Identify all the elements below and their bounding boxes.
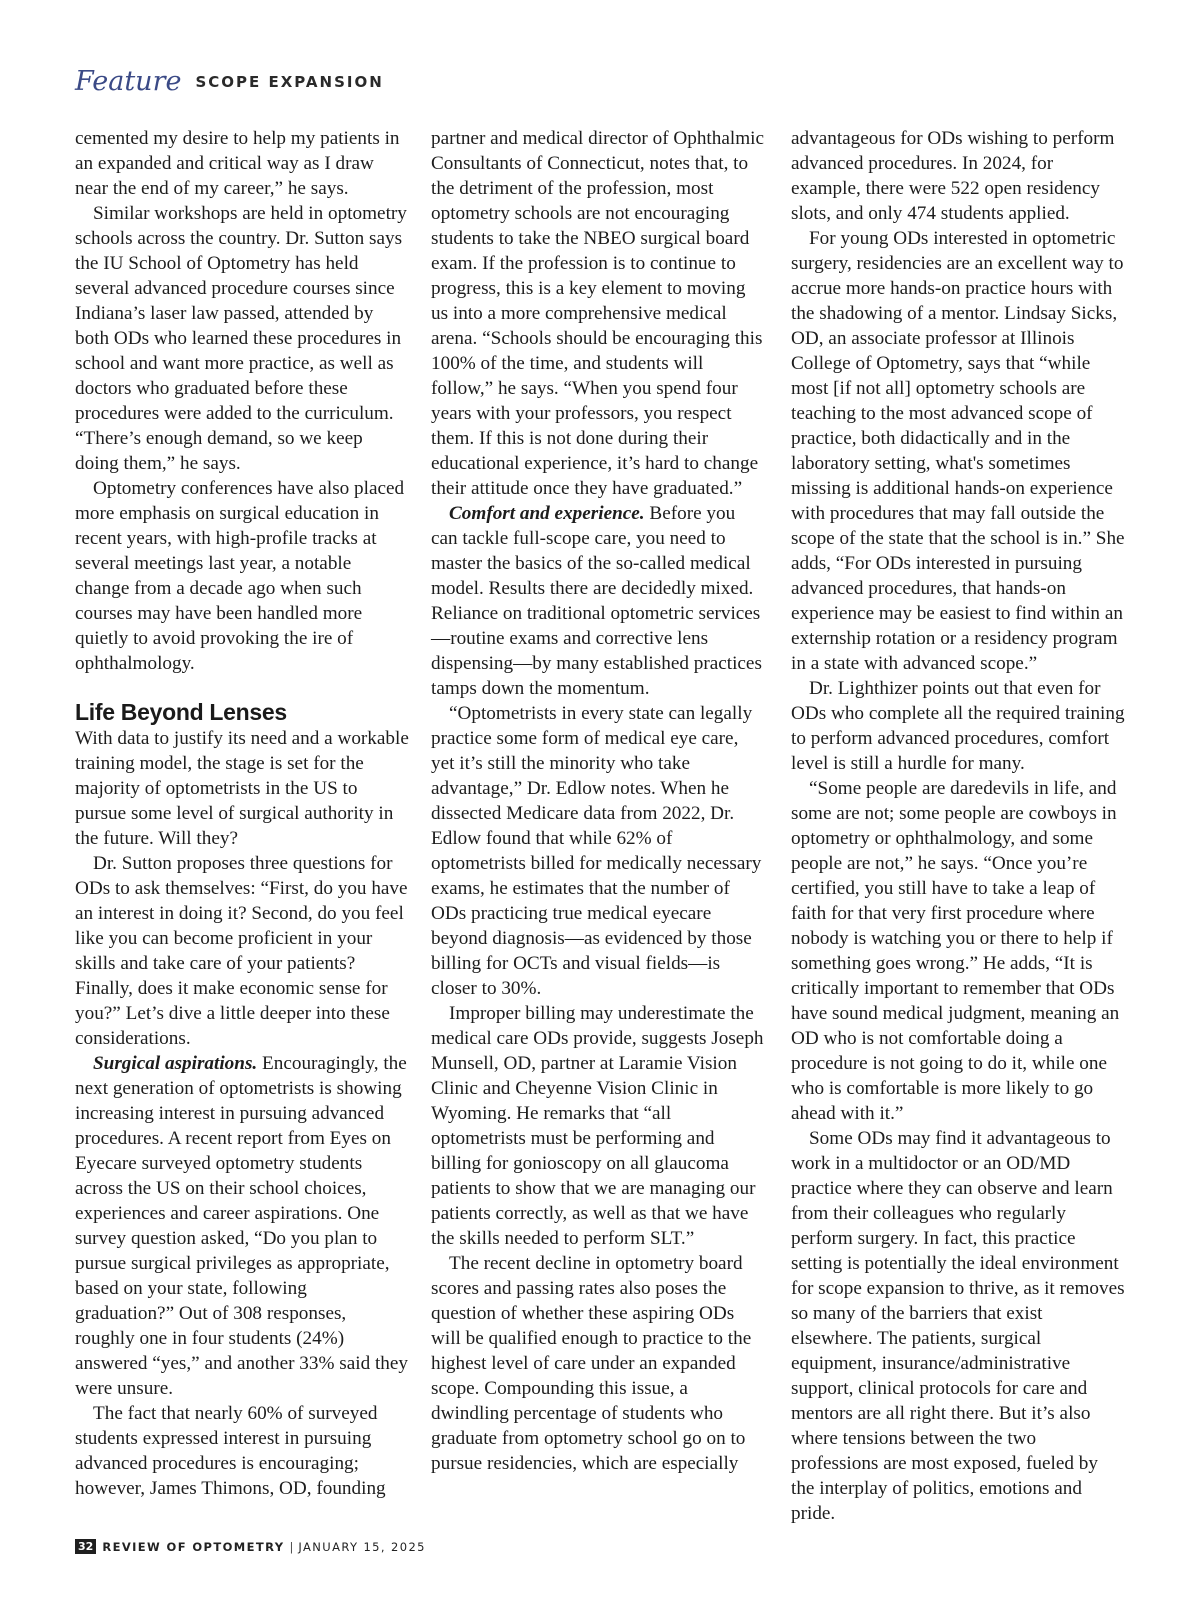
paragraph-lead-in: Surgical aspirations. [93,1053,258,1074]
page-footer [75,1539,426,1557]
body-paragraph: Dr. Lighthizer points out that even for ODs who complete all the required training to perform advanced procedures, comfort level is still a hurdle for many. [791,678,1125,774]
body-paragraph: Dr. Sutton proposes three questions for ODs to ask themselves: “First, do you have an interest in doing it? Second, do you feel like you can become proficient in your skills and take care of your patients? Finally, does it make economic sense for you?” Let’s dive a little deeper into these considerations. [75,853,408,1049]
body-paragraph: Some ODs may find it advantageous to work in a multidoctor or an OD/MD practice where they can observe and learn from their colleagues who regularly perform surgery. In fact, this practice setting is potentially the ideal environment for scope expansion to thrive, as it removes so many of the barriers that exist elsewhere. The patients, surgical equipment, insurance/administrative support, clinical protocols for care and mentors are all right there. But it’s also where tensions between the two professions are most exposed, fueled by the interplay of politics, emotions and pride. [791,1128,1125,1524]
section-subhead: Life Beyond Lenses [75,699,287,725]
article-column-2 [431,126,766,1476]
body-paragraph: Optometry conferences have also placed more emphasis on surgical education in recent years, with high-profile tracks at several meetings last year, a notable change from a decade ago when such courses may have been handled more quietly to avoid provoking the ire of ophthalmology. [75,478,405,674]
body-paragraph: The recent decline in optometry board scores and passing rates also poses the question of whether these aspiring ODs will be qualified enough to practice to the highest level of care under an expanded scope. Compounding this issue, a dwindling percentage of students who graduate from optometry school go on to pursue residencies, which are especially [431,1253,752,1474]
paragraph-text: Encouragingly, the next generation of optometrists is showing increasing interest in pursuing advanced procedures. A recent report from Eyes on Eyecare surveyed optometry students across the US on their school choices, experiences and career aspirations. One survey question asked, “Do you plan to pursue surgical privileges as appropriate, based on your state, following graduation?” Out of 308 responses, roughly one in four students (24%) answered “yes,” and another 33% said they were unsure. [75,1053,408,1399]
body-paragraph: With data to justify its need and a workable training model, the stage is set for the majority of optometrists in the US to pursue some level of surgical authority in the future. Will they? [75,728,409,849]
paragraph-text: Before you can tackle full-scope care, you need to master the basics of the so-called medical model. Results there are decidedly mixed. Reliance on traditional optometric services—routine exams and corrective lens dispensing—by many established practices tamps down the momentum. [431,503,762,699]
body-paragraph [75,1051,410,1401]
body-paragraph: “Optometrists in every state can legally practice some form of medical eye care, yet it’s still the minority who take advantage,” Dr. Edlow notes. When he dissected Medicare data from 2022, Dr. Edlow found that while 62% of optometrists billed for medically necessary exams, he estimates that the number of ODs practicing true medical eyecare beyond diagnosis—as evidenced by those billing for OCTs and visual fields—is closer to 30%. [431,703,762,999]
body-paragraph: The fact that nearly 60% of surveyed students expressed interest in pursuing advanced procedures is encouraging; however, James Thimons, OD, founding [75,1403,386,1499]
body-paragraph: partner and medical director of Ophthalmic Consultants of Connecticut, notes that, to the detriment of the profession, most optometry schools are not encouraging students to take the NBEO surgical board exam. If the profession is to continue to progress, this is a key element to moving us into a more comprehensive medical arena. “Schools should be encouraging this 100% of the time, and students will follow,” he says. “When you spend four years with your professors, you respect them. If this is not done during their educational experience, it’s hard to change their attitude once they have graduated.” [431,128,764,499]
page-number: 32 [75,1539,96,1554]
body-paragraph: advantageous for ODs wishing to perform advanced procedures. In 2024, for example, there were 522 open residency slots, and only 474 students applied. [791,128,1115,224]
footer-separator: | [289,1540,294,1554]
body-paragraph: Improper billing may underestimate the medical care ODs provide, suggests Joseph Munsell, OD, partner at Laramie Vision Clinic and Cheyenne Vision Clinic in Wyoming. He remarks that “all optometrists must be performing and billing for gonioscopy on all glaucoma patients to show that we are managing our patients correctly, as well as that we have the skills needed to perform SLT.” [431,1003,764,1249]
feature-label: Feature [75,66,182,97]
publication-name: REVIEW OF OPTOMETRY [102,1540,285,1554]
body-paragraph: “Some people are daredevils in life, and some are not; some people are cowboys in optometry or ophthalmology, and some people are not,” he says. “Once you’re certified, you still have to take a leap of faith for that very first procedure where nobody is watching you or there to help if something goes wrong.” He adds, “It is critically important to remember that ODs have sound medical judgment, meaning an OD who is not comfortable doing a procedure is not going to do it, while one who is comfortable is more likely to go ahead with it.” [791,778,1120,1124]
page-header [75,66,384,106]
body-paragraph: For young ODs interested in optometric surgery, residencies are an excellent way to accrue more hands-on practice hours with the shadowing of a mentor. Lindsay Sicks, OD, an associate professor at Illinois College of Optometry, says that “while most [if not all] optometry schools are teaching to the most advanced scope of practice, both didactically and in the laboratory setting, what's sometimes missing is additional hands-on experience with procedures that may fall outside the scope of the state that the school is in.” She adds, “For ODs interested in pursuing advanced procedures, that hands-on experience may be easiest to find within an externship rotation or a residency program in a state with advanced scope.” [791,228,1125,674]
section-label: SCOPE EXPANSION [195,73,384,91]
body-paragraph: Similar workshops are held in optometry schools across the country. Dr. Sutton says the IU School of Optometry has held several advanced procedure courses since Indiana’s laser law passed, attended by both ODs who learned these procedures in school and want more practice, as well as doctors who graduated before these procedures were added to the curriculum. “There’s enough demand, so we keep doing them,” he says. [75,203,407,474]
body-paragraph: cemented my desire to help my patients in an expanded and critical way as I draw near the end of my career,” he says. [75,128,400,199]
article-column-1 [75,126,410,1501]
issue-date: JANUARY 15, 2025 [298,1540,426,1554]
paragraph-lead-in: Comfort and experience. [449,503,645,524]
body-paragraph [431,501,766,701]
article-column-3 [791,126,1126,1526]
